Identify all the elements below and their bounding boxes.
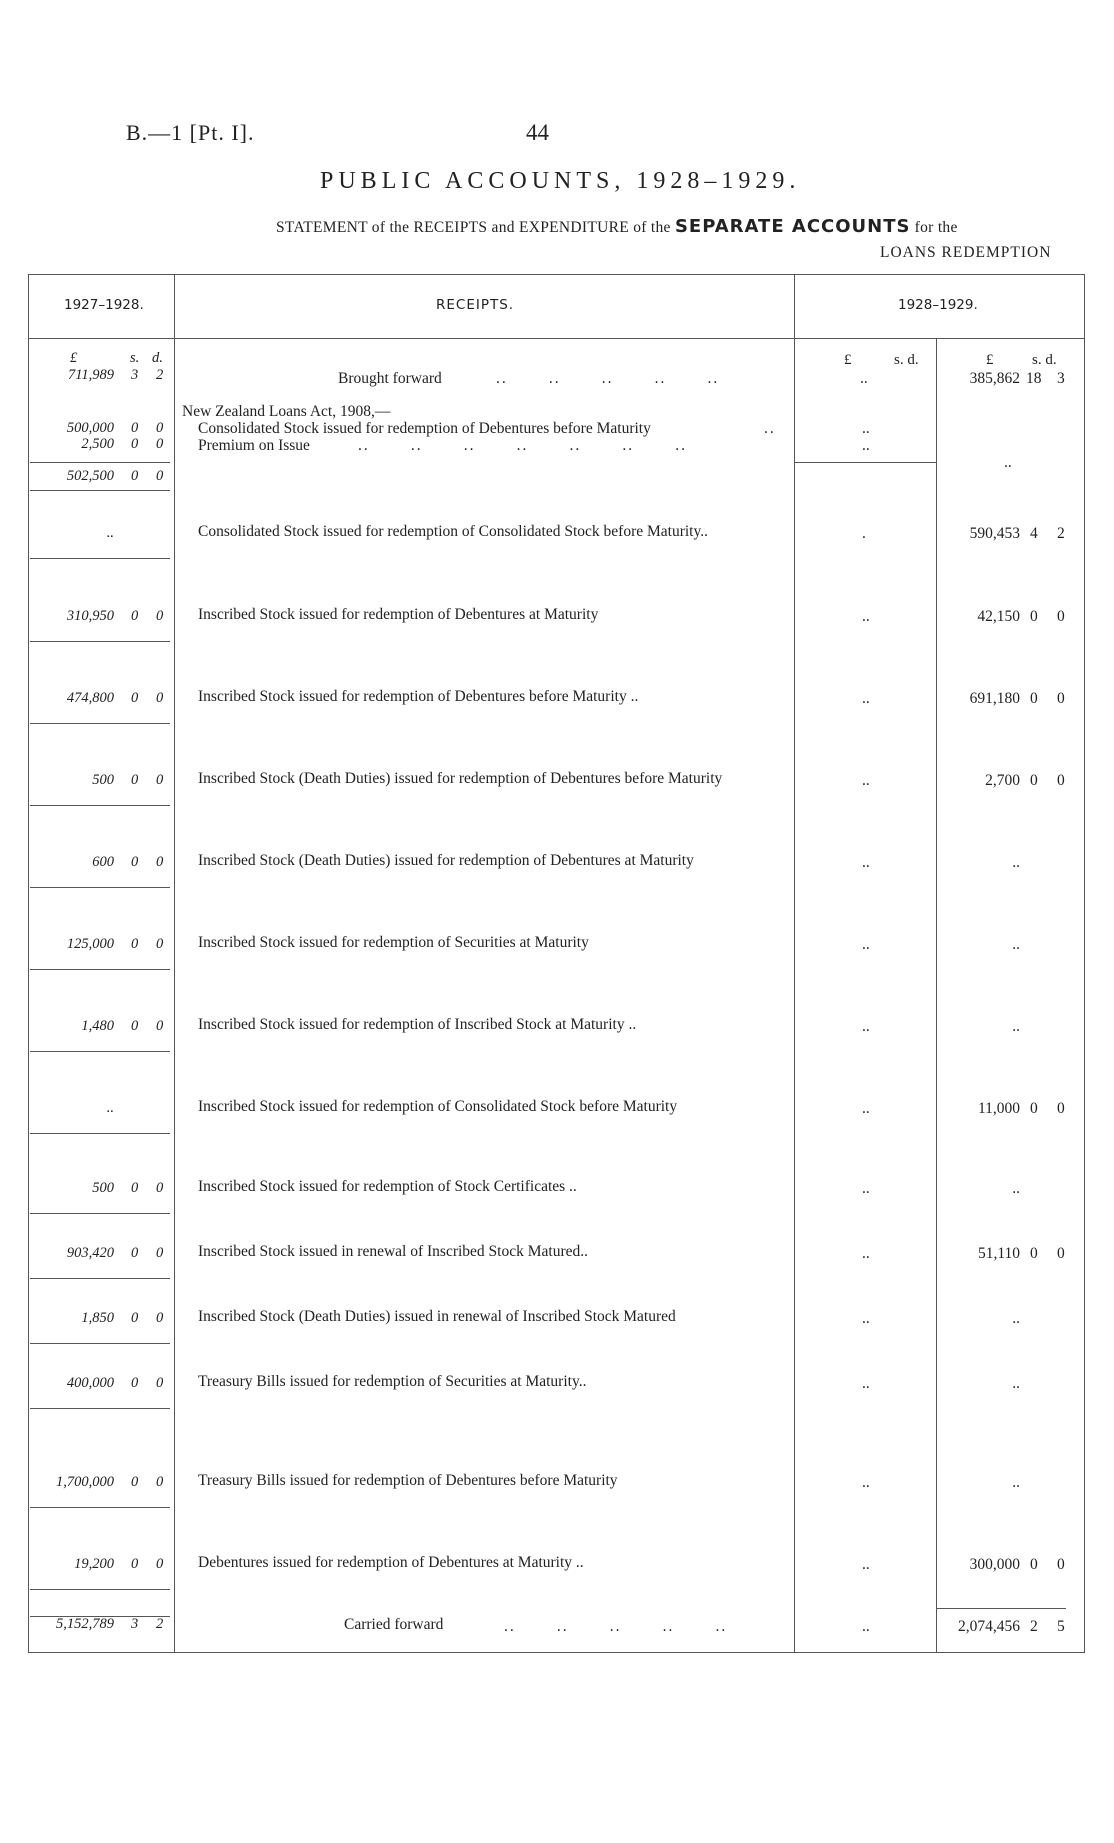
total-shillings: 0 xyxy=(1030,1245,1038,1262)
prev-amount: 400,000 xyxy=(66,1375,114,1391)
document-title: PUBLIC ACCOUNTS, 1928–1929. xyxy=(320,168,801,194)
row-label: Consolidated Stock issued for redemption of Consolidated Stock before Maturity.. xyxy=(198,523,708,540)
statement-heading-line2: LOANS REDEMPTION xyxy=(880,244,1052,261)
total-amount: .. xyxy=(1012,1375,1020,1392)
sub-amount: .. xyxy=(862,1018,870,1035)
prev-pence: 0 xyxy=(156,1018,164,1034)
prev-pence-2: 0 xyxy=(156,436,164,452)
prev-pence: 0 xyxy=(156,690,164,706)
prev-shillings: 0 xyxy=(131,854,139,870)
prev-pence-1: 0 xyxy=(156,420,164,436)
prev-shillings: 0 xyxy=(131,1018,139,1034)
prev-pence: 2 xyxy=(156,1616,164,1632)
sub-amount: .. xyxy=(862,854,870,871)
total-amount: 2,074,456 xyxy=(958,1618,1020,1635)
prev-amount: 500 xyxy=(92,772,114,788)
prev-shillings-2: 0 xyxy=(131,436,139,452)
total-shillings: 0 xyxy=(1030,1100,1038,1117)
total-amount: 691,180 xyxy=(969,690,1020,707)
total-amount: .. xyxy=(1004,454,1012,471)
page-number: 44 xyxy=(526,120,549,145)
leader-dots: .. .. .. .. .. .. .. xyxy=(358,437,687,454)
row-label: Debentures issued for redemption of Debentures at Maturity .. xyxy=(198,1554,584,1571)
total-pence: 0 xyxy=(1057,1100,1065,1117)
prev-shillings: 0 xyxy=(131,936,139,952)
sub-amount: .. xyxy=(862,772,870,789)
total-pence: 0 xyxy=(1057,690,1065,707)
prev-pence: 0 xyxy=(156,1180,164,1196)
statement-suffix: for the xyxy=(914,219,958,236)
sub-amount: .. xyxy=(862,936,870,953)
prev-pence: 0 xyxy=(156,936,164,952)
total-amount: .. xyxy=(1012,936,1020,953)
sub-amount: .. xyxy=(862,1556,870,1573)
prev-amount: 474,800 xyxy=(66,690,114,706)
prev-shillings-1: 0 xyxy=(131,420,139,436)
row-label: Inscribed Stock issued for redemption of Debentures at Maturity xyxy=(198,606,599,623)
row-label: Inscribed Stock issued for redemption of Securities at Maturity xyxy=(198,934,589,951)
prev-shillings: 0 xyxy=(131,690,139,706)
prev-shillings: 0 xyxy=(131,772,139,788)
total-pence: 0 xyxy=(1057,1245,1065,1262)
total-amount: 51,110 xyxy=(977,1245,1020,1262)
prev-amount: 711,989 xyxy=(67,367,114,383)
sub-amount: .. xyxy=(862,1245,870,1262)
act-line-2: Premium on Issue xyxy=(198,437,310,454)
sub-amount: .. xyxy=(862,690,870,707)
prev-amount: 5,152,789 xyxy=(56,1616,114,1632)
unit-pound-sub: £ xyxy=(844,352,852,368)
prev-amount: 1,480 xyxy=(81,1018,114,1034)
prev-pence: 0 xyxy=(156,1310,164,1326)
prev-pence: 0 xyxy=(156,854,164,870)
total-pence: 3 xyxy=(1057,370,1065,387)
leader-dots: .. .. .. .. .. xyxy=(504,1618,728,1635)
sub-amount: .. xyxy=(862,1100,870,1117)
column-header-receipts: RECEIPTS. xyxy=(436,297,515,313)
sub-amount: .. xyxy=(862,608,870,625)
statement-bold: SEPARATE ACCOUNTS xyxy=(674,216,911,237)
total-amount: 2,700 xyxy=(985,772,1020,789)
prev-shillings: 0 xyxy=(131,1180,139,1196)
unit-sd-total: s. d. xyxy=(1032,352,1057,368)
column-header-1927-1928: 1927–1928. xyxy=(64,297,144,313)
prev-amount: .. xyxy=(106,525,114,541)
prev-pence: 0 xyxy=(156,1375,164,1391)
act-line-1: Consolidated Stock issued for redemption of Debentures before Maturity xyxy=(198,420,651,437)
statement-prefix: STATEMENT of the RECEIPTS and EXPENDITURE of the xyxy=(276,219,671,236)
prev-subtotal: 502,500 xyxy=(66,468,114,484)
row-label: Inscribed Stock issued for redemption of Inscribed Stock at Maturity .. xyxy=(198,1016,637,1033)
total-shillings: 0 xyxy=(1030,1556,1038,1573)
sub-amount: .. xyxy=(862,1180,870,1197)
row-label: Inscribed Stock (Death Duties) issued for redemption of Debentures before Maturity xyxy=(198,770,723,787)
total-amount: .. xyxy=(1012,1474,1020,1491)
unit-pound-total: £ xyxy=(986,352,994,368)
prev-subtotal-pence: 0 xyxy=(156,468,164,484)
row-label: Treasury Bills issued for redemption of Debentures before Maturity xyxy=(198,1472,618,1489)
unit-shilling-prev: s. xyxy=(130,350,140,366)
page-reference: B.—1 [Pt. I]. xyxy=(126,120,255,145)
prev-pence: 2 xyxy=(156,367,164,383)
act-heading: New Zealand Loans Act, 1908,— xyxy=(182,403,391,420)
sub-amount-2: .. xyxy=(862,437,870,454)
prev-shillings: 3 xyxy=(131,367,139,383)
prev-amount: 903,420 xyxy=(66,1245,114,1261)
sub-amount-1: .. xyxy=(862,420,870,437)
leader-dots: .. xyxy=(764,420,776,437)
prev-pence: 0 xyxy=(156,772,164,788)
total-shillings: 0 xyxy=(1030,772,1038,789)
prev-amount: 600 xyxy=(92,854,114,870)
prev-pence: 0 xyxy=(156,1245,164,1261)
prev-amount: 125,000 xyxy=(66,936,114,952)
total-shillings: 4 xyxy=(1030,525,1038,542)
sub-amount: . xyxy=(862,525,866,542)
row-label: Inscribed Stock (Death Duties) issued in renewal of Inscribed Stock Matured xyxy=(198,1308,676,1325)
prev-shillings: 0 xyxy=(131,1474,139,1490)
prev-shillings: 0 xyxy=(131,1245,139,1261)
row-label: Inscribed Stock issued for redemption of Consolidated Stock before Maturity xyxy=(198,1098,678,1115)
prev-amount-2: 2,500 xyxy=(81,436,114,452)
sub-amount: .. xyxy=(860,370,868,387)
row-label: Inscribed Stock issued for redemption of Stock Certificates .. xyxy=(198,1178,577,1195)
total-amount: 590,453 xyxy=(969,525,1020,542)
total-pence: 0 xyxy=(1057,608,1065,625)
total-amount: 300,000 xyxy=(969,1556,1020,1573)
prev-subtotal-shillings: 0 xyxy=(131,468,139,484)
column-header-1928-1929: 1928–1929. xyxy=(898,297,978,313)
prev-amount-1: 500,000 xyxy=(66,420,114,436)
total-amount: 11,000 xyxy=(977,1100,1020,1117)
total-amount: .. xyxy=(1012,1018,1020,1035)
total-amount: .. xyxy=(1012,1310,1020,1327)
total-pence: 2 xyxy=(1057,525,1065,542)
prev-amount: .. xyxy=(106,1100,114,1116)
row-label: Brought forward xyxy=(338,370,442,387)
row-label: Inscribed Stock (Death Duties) issued for redemption of Debentures at Maturity xyxy=(198,852,694,869)
row-label: Inscribed Stock issued for redemption of Debentures before Maturity .. xyxy=(198,688,639,705)
prev-pence: 0 xyxy=(156,1556,164,1572)
prev-shillings: 0 xyxy=(131,1556,139,1572)
unit-pence-prev: d. xyxy=(152,350,163,366)
statement-heading xyxy=(276,216,958,237)
prev-amount: 1,850 xyxy=(81,1310,114,1326)
total-shillings: 2 xyxy=(1030,1618,1038,1635)
leader-dots: .. .. .. .. .. xyxy=(496,370,720,387)
sub-amount: .. xyxy=(862,1310,870,1327)
unit-sd-sub: s. d. xyxy=(894,352,919,368)
prev-shillings: 0 xyxy=(131,1310,139,1326)
total-pence: 5 xyxy=(1057,1618,1065,1635)
total-shillings: 18 xyxy=(1026,370,1042,387)
unit-pound-prev: £ xyxy=(70,350,78,366)
total-pence: 0 xyxy=(1057,772,1065,789)
prev-amount: 1,700,000 xyxy=(56,1474,114,1490)
total-shillings: 0 xyxy=(1030,690,1038,707)
total-pence: 0 xyxy=(1057,1556,1065,1573)
prev-shillings: 0 xyxy=(131,1375,139,1391)
prev-amount: 310,950 xyxy=(66,608,114,624)
row-label: Treasury Bills issued for redemption of Securities at Maturity.. xyxy=(198,1373,587,1390)
prev-pence: 0 xyxy=(156,1474,164,1490)
sub-amount: .. xyxy=(862,1618,870,1635)
total-amount: .. xyxy=(1012,854,1020,871)
sub-amount: .. xyxy=(862,1375,870,1392)
prev-shillings: 0 xyxy=(131,608,139,624)
total-amount: 385,862 xyxy=(969,370,1020,387)
total-amount: 42,150 xyxy=(977,608,1020,625)
prev-shillings: 3 xyxy=(131,1616,139,1632)
row-label: Inscribed Stock issued in renewal of Inscribed Stock Matured.. xyxy=(198,1243,588,1260)
total-shillings: 0 xyxy=(1030,608,1038,625)
total-amount: .. xyxy=(1012,1180,1020,1197)
prev-amount: 19,200 xyxy=(74,1556,114,1572)
prev-pence: 0 xyxy=(156,608,164,624)
prev-amount: 500 xyxy=(92,1180,114,1196)
sub-amount: .. xyxy=(862,1474,870,1491)
row-label: Carried forward xyxy=(344,1616,444,1633)
